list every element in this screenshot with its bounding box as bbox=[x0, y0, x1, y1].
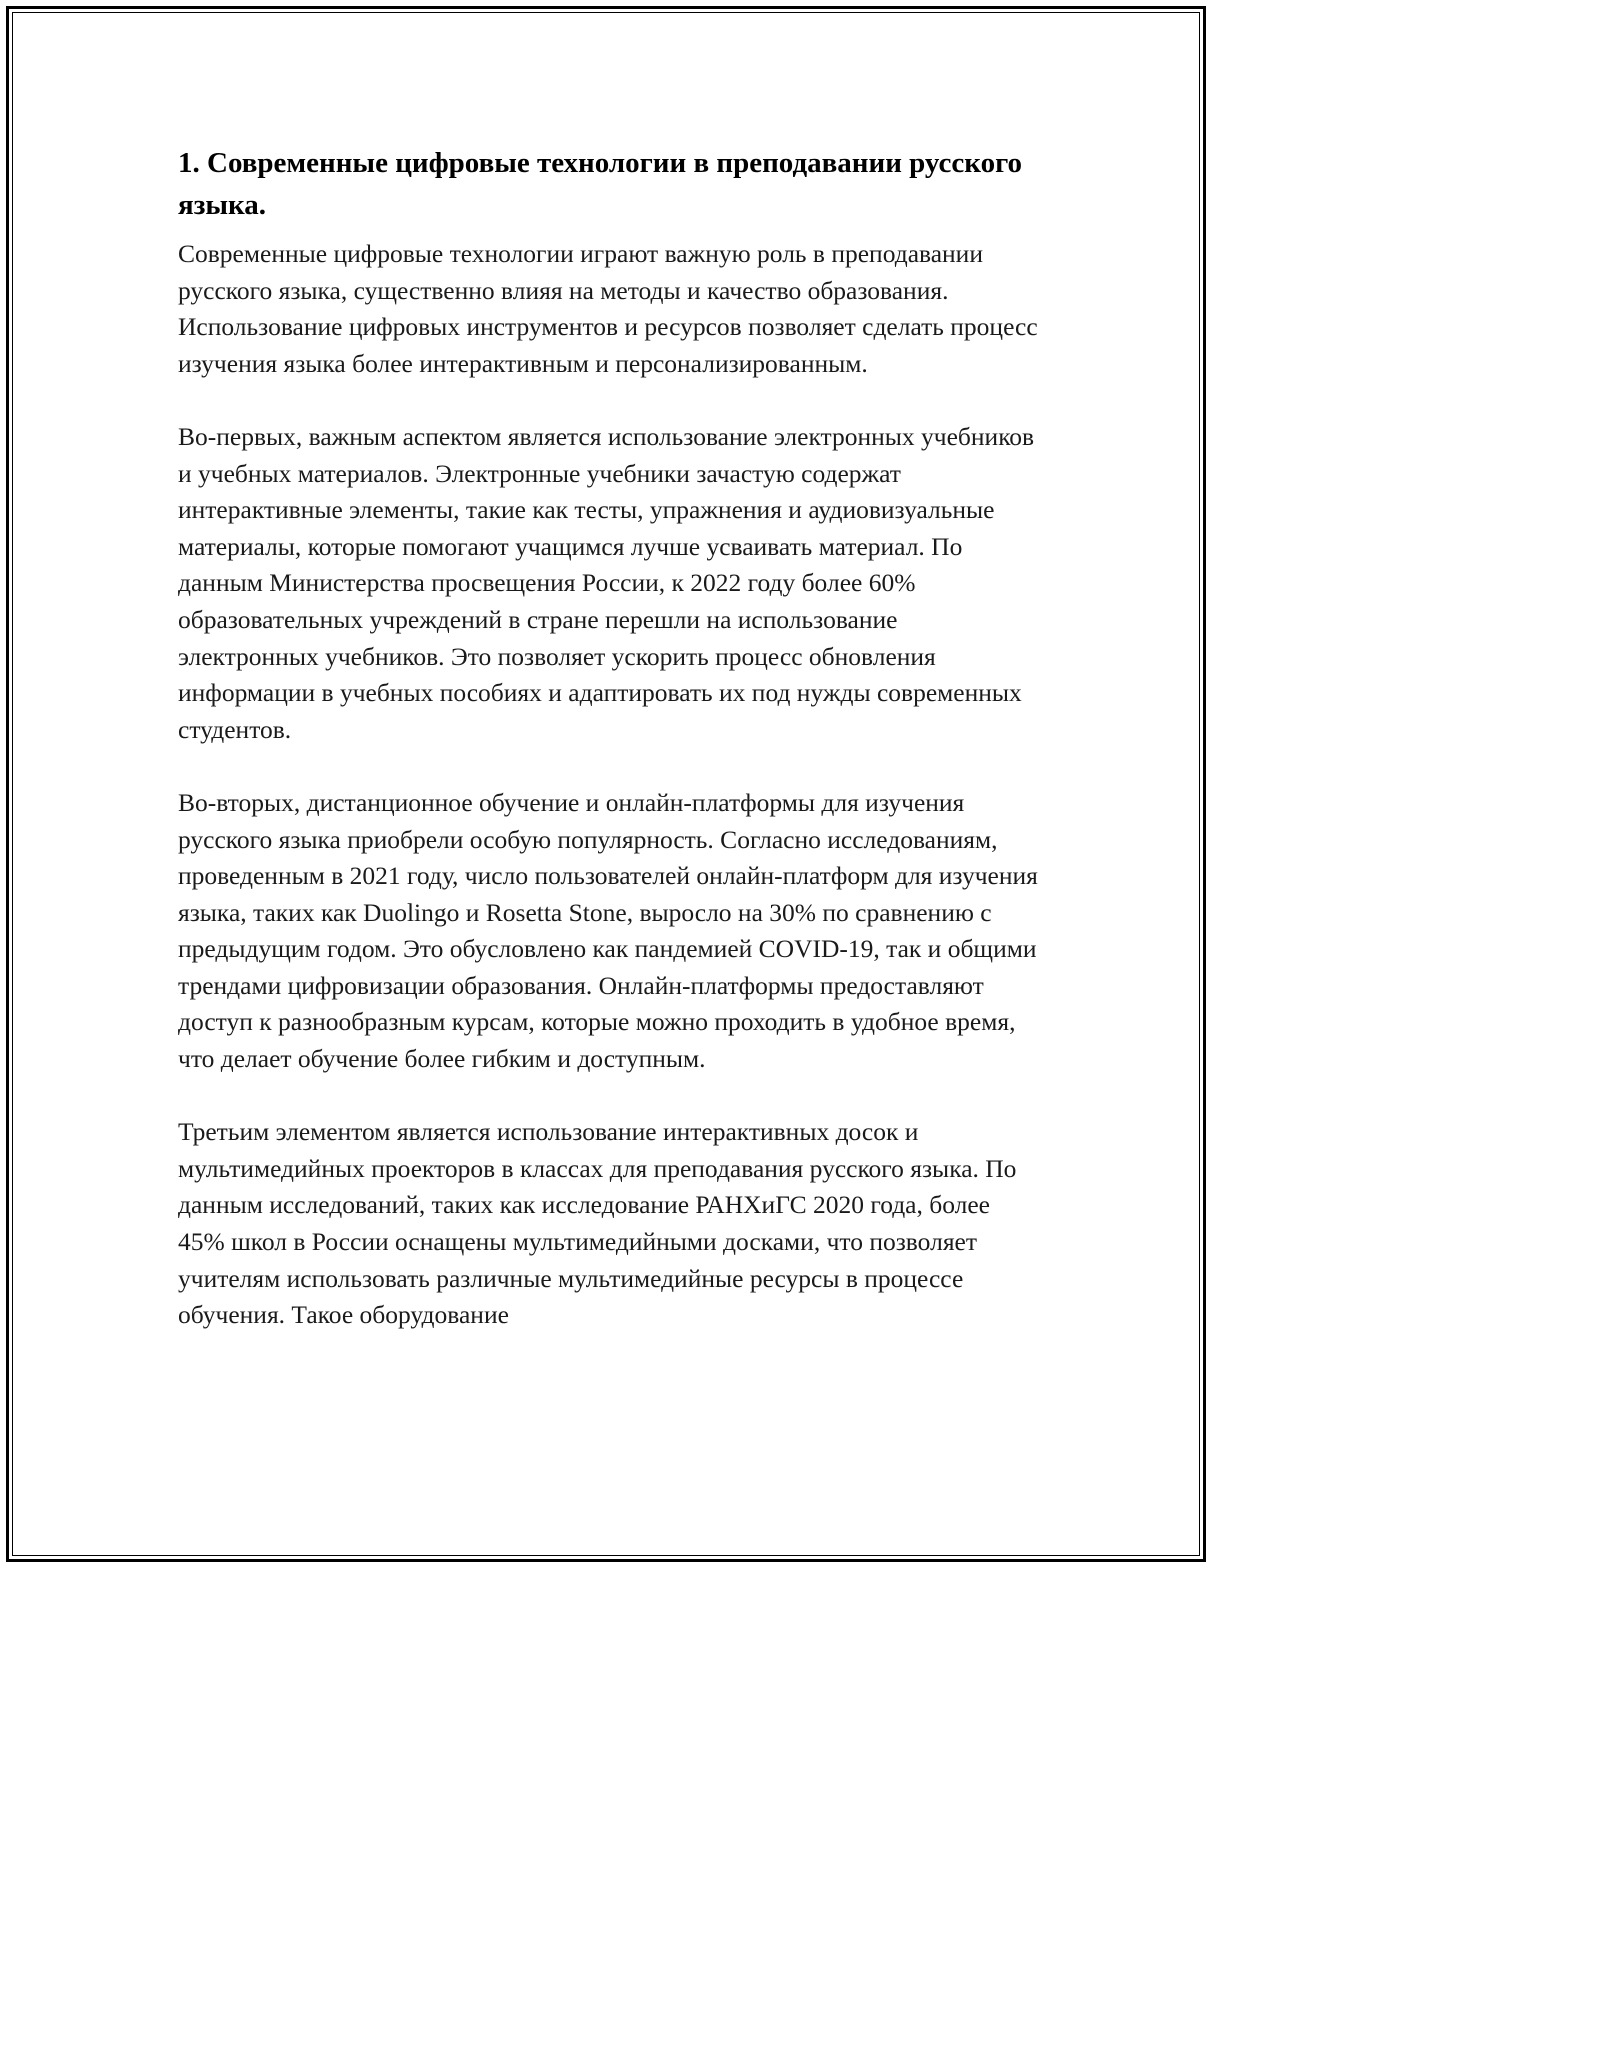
paragraph-interactive-boards: Третьим элементом является использование интерактивных досок и мультимедийных проекторов в классах для преподавания русского языка. По данным исследований, таких как исследование РАНХиГС 2020 года, более 45% школ в России оснащены мультимедийными досками, что позволяет учителям использовать различные мультимедийные ресурсы в процессе обучения. Такое оборудование bbox=[178, 1117, 1017, 1330]
paragraph-intro: Современные цифровые технологии играют важную роль в преподавании русского языка, существенно влияя на методы и качество образования. Использование цифровых инструментов и ресурсов позволяет сделать процесс изучения языка более интерактивным и персонализированным. bbox=[178, 239, 1038, 378]
section-heading: 1. Современные цифровые технологии в преподавании русского языка. bbox=[178, 147, 1023, 221]
paragraph-electronic-textbooks: Во-первых, важным аспектом является использование электронных учебников и учебных материалов. Электронные учебники зачастую содержат интерактивные элементы, такие как тесты, упражнения и аудиовизуальные материалы, которые помогают учащимся лучше усваивать материал. По данным Министерства просвещения России, к 2022 году более 60% образовательных учреждений в стране перешли на использование электронных учебников. Это позволяет ускорить процесс обновления информации в учебных пособиях и адаптировать их под нужды современных студентов. bbox=[178, 421, 1035, 744]
paragraph-online-platforms: Во-вторых, дистанционное обучение и онлайн-платформы для изучения русского языка приобрели особую популярность. Согласно исследованиям, проведенным в 2021 году, число пользователей онлайн-платформ для изучения языка, таких как Duolingo и Rosetta Stone, выросло на 30% по сравнению с предыдущим годом. Это обусловлено как пандемией COVID-19, так и общими трендами цифровизации образования. Онлайн-платформы предоставляют доступ к разнообразным курсам, которые можно проходить в удобное время, что делает обучение более гибким и доступным. bbox=[178, 787, 1038, 1074]
document-body bbox=[178, 142, 1038, 1334]
